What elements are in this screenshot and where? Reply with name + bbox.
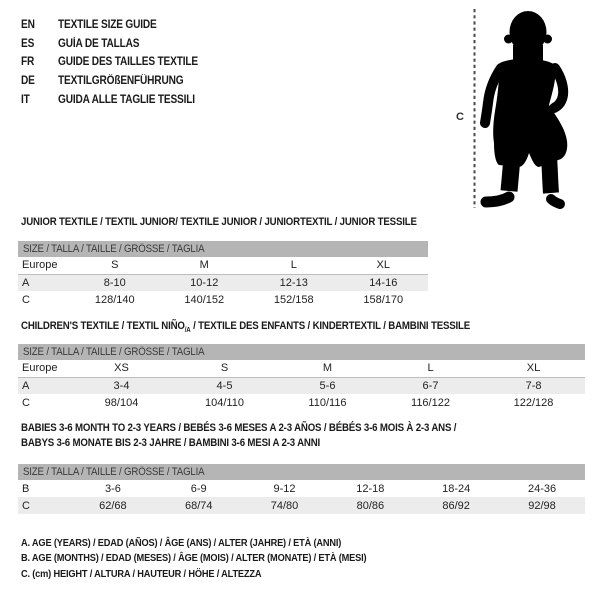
size-cell: 86/92 [442,499,470,512]
language-label: TEXTILE SIZE GUIDE [58,19,157,32]
size-cell: 9-12 [273,482,296,495]
row-label: C [22,396,30,409]
babies-table-title: BABIES 3-6 MONTH TO 2-3 YEARS / BEBÉS 3-6 MESES A 2-3 AÑOS / BÉBÉS 3-6 MOIS À 2-3 ANS / BABYS 3-6 MONATE BIS 2-3 JAHRE / BAMBINI 3-6 MESI A 2-3 ANNI [21,422,457,449]
table-row [18,394,585,411]
size-cell: 24-36 [527,482,557,495]
table-row [18,291,428,308]
footnote-a: A. AGE (YEARS) / EDAD (AÑOS) / ÂGE (ANS) / ALTER (JAHRE) / ETÀ (ANNI) [21,537,342,549]
size-cell: 4-5 [216,379,233,392]
size-cell: 116/122 [411,396,450,409]
children-size-table [18,344,585,411]
row-label: C [22,293,30,306]
size-cell: L [249,257,339,274]
size-cell: 12-18 [356,482,385,495]
table-row [18,480,585,497]
size-header: SIZE / TALLA / TAILLE / GRÖSSE / TAGLIA [18,344,585,360]
size-cell: M [276,360,379,377]
language-code: EN [21,19,35,32]
size-cell: S [70,257,160,274]
height-measure-label: C [456,111,464,123]
children-table-title: CHILDREN'S TEXTILE / TEXTIL $NIÑO_{/A}$ / TEXTILE DES ENFANTS / KINDERTEXTIL / BAMBINI TESSILE [21,320,471,335]
size-cell: XL [482,360,585,377]
size-cell: 152/158 [273,293,314,306]
size-cell: 7-8 [525,379,542,392]
size-cell: 92/98 [528,499,556,512]
size-cell: S [173,360,276,377]
size-header: SIZE / TALLA / TAILLE / GRÖSSE / TAGLIA [18,241,428,257]
size-cell: 140/152 [184,293,225,306]
row-label: C [22,499,30,512]
language-row [21,90,217,109]
table-row [18,274,428,291]
size-cell: 8-10 [103,276,126,289]
language-label: GUIDA ALLE TAGLIE TESSILI [58,93,195,106]
language-list [21,16,217,109]
size-cell: M [160,257,250,274]
size-cell: 3-4 [113,379,130,392]
language-code: FR [21,56,35,69]
row-label: Europe [18,360,70,377]
size-cell: 104/110 [205,396,244,409]
table-row [18,377,585,394]
size-cell: 6-7 [422,379,439,392]
size-cell: 110/116 [308,396,347,409]
row-label: A [22,276,30,289]
row-label: Europe [18,257,70,274]
size-cell: 122/128 [513,396,554,409]
language-code: ES [21,37,35,50]
size-cell: L [379,360,482,377]
size-cell: 10-12 [190,276,219,289]
language-code: DE [21,75,35,88]
size-cell: 18-24 [442,482,471,495]
table-row [18,360,585,377]
language-row [21,72,217,91]
size-cell: 5-6 [319,379,336,392]
size-cell: XS [70,360,173,377]
language-row [21,53,217,72]
size-cell: 128/140 [94,293,135,306]
row-label: B [22,482,30,495]
babies-size-table [18,464,585,514]
language-label: GUIDE DES TAILLES TEXTILE [58,56,198,69]
size-cell: XL [339,257,429,274]
junior-size-table [18,241,428,308]
size-header: SIZE / TALLA / TAILLE / GRÖSSE / TAGLIA [18,464,585,480]
language-label: TEXTILGRÖßENFÜHRUNG [58,75,184,88]
baby-silhouette-icon [485,11,567,204]
size-cell: 6-9 [190,482,207,495]
table-row [18,497,585,514]
language-row [21,35,217,54]
figure-height-illustration [455,5,600,217]
table-row [18,257,428,274]
size-cell: 3-6 [104,482,121,495]
size-cell: 62/68 [99,499,127,512]
language-code: IT [21,93,30,106]
size-cell: 74/80 [270,499,299,512]
size-cell: 14-16 [369,276,398,289]
size-cell: 68/74 [184,499,213,512]
size-cell: 158/170 [363,293,404,306]
footnotes [21,536,414,582]
size-cell: 80/86 [356,499,385,512]
footnote-b: B. AGE (MONTHS) / EDAD (MESES) / ÂGE (MOIS) / ALTER (MONATE) / ETÀ (MESI) [21,552,367,565]
language-row [21,16,217,35]
size-cell: 98/104 [104,396,139,409]
row-label: A [22,379,30,392]
junior-table-title: JUNIOR TEXTILE / TEXTIL JUNIOR/ TEXTILE JUNIOR / JUNIORTEXTIL / JUNIOR TESSILE [21,216,417,228]
language-label: GUÍA DE TALLAS [58,37,140,50]
size-cell: 12-13 [279,276,308,289]
footnote-c: C. (cm) HEIGHT / ALTURA / HAUTEUR / HÖHE / ALTEZZA [21,567,262,580]
